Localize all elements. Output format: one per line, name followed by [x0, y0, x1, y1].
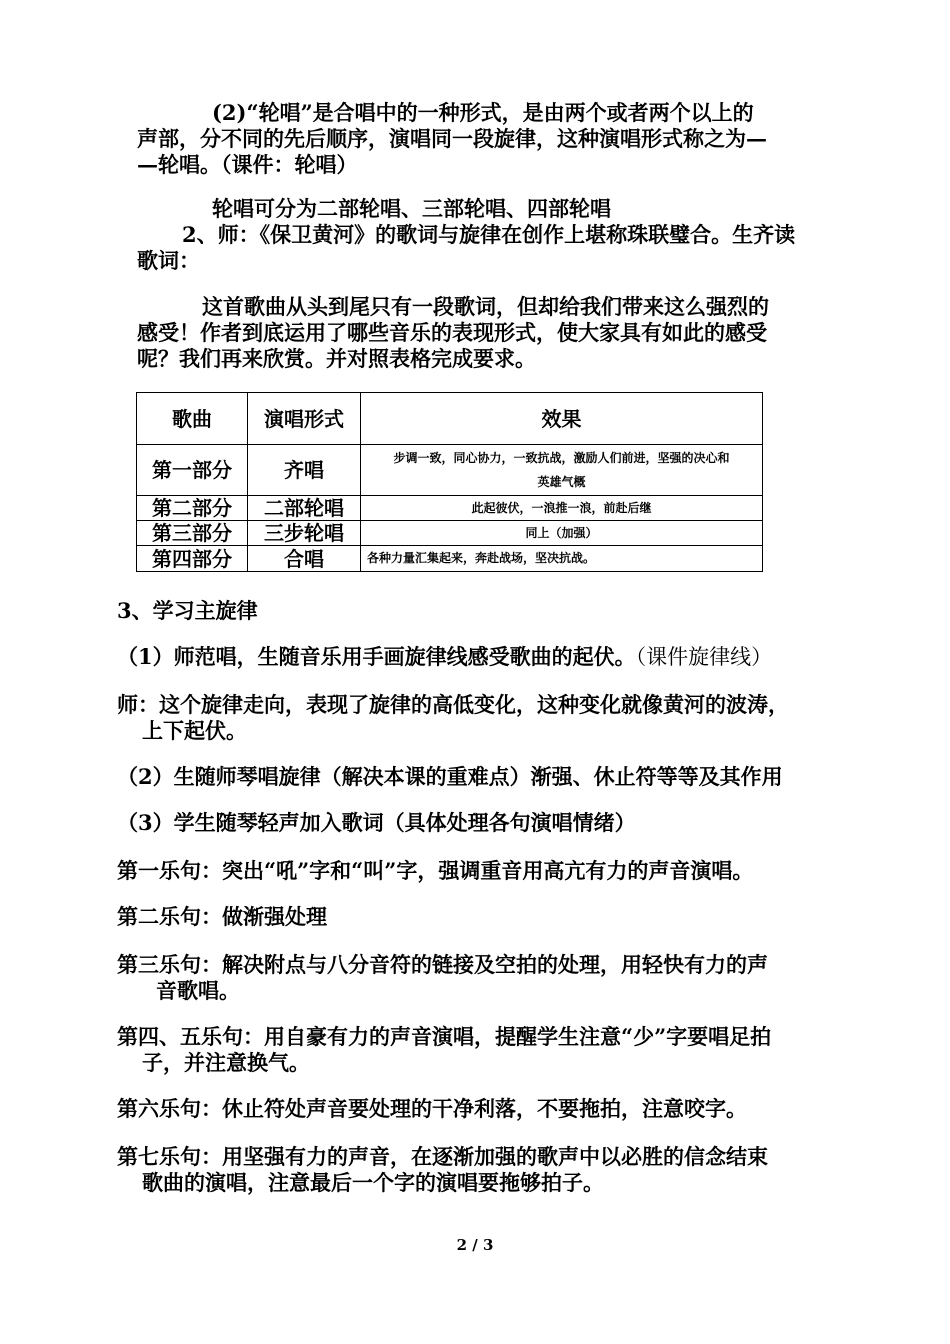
table-cell-effect: 此起彼伏，一浪推一浪，前赴后继 [361, 496, 763, 521]
paragraph-line: —轮唱。（课件：轮唱） [137, 152, 358, 177]
paragraph-line: (2)“轮唱”是合唱中的一种形式，是由两个或者两个以上的 [212, 100, 754, 125]
table-cell-form: 合唱 [248, 546, 361, 572]
table-header-row [137, 393, 763, 445]
table-cell-effect: 同上（加强） [361, 521, 763, 546]
paragraph-line: 这首歌曲从头到尾只有一段歌词，但却给我们带来这么强烈的 [202, 294, 769, 319]
paragraph-line: 歌词： [137, 248, 200, 273]
paragraph-line: 感受！作者到底运用了哪些音乐的表现形式，使大家具有如此的感受 [137, 320, 767, 345]
paragraph-line: 第三乐句：解决附点与八分音符的链接及空拍的处理，用轻快有力的声 [117, 952, 768, 977]
paragraph-line: （3）学生随琴轻声加入歌词（具体处理各句演唱情绪） [117, 810, 636, 835]
table-cell-form: 三步轮唱 [248, 521, 361, 546]
table-row [137, 445, 763, 496]
paragraph-line: 子，并注意换气。 [142, 1050, 310, 1075]
table-header-cell: 演唱形式 [248, 393, 361, 445]
paragraph-line: 师：这个旋律走向，表现了旋律的高低变化，这种变化就像黄河的波涛， [117, 692, 789, 717]
table-cell-song: 第二部分 [137, 496, 248, 521]
paragraph-line: 声部，分不同的先后顺序，演唱同一段旋律，这种演唱形式称之为— [137, 126, 767, 151]
paragraph-line: 呢？我们再来欣赏。并对照表格完成要求。 [137, 346, 536, 371]
table-cell-effect: 各种力量汇集起来，奔赴战场，坚决抗战。 [361, 546, 763, 572]
table-cell-effect [361, 445, 763, 496]
table-header-cell: 歌曲 [137, 393, 248, 445]
table-row [137, 521, 763, 546]
table-row [137, 496, 763, 521]
paragraph-line: 第六乐句：休止符处声音要处理的干净利落，不要拖拍，注意咬字。 [117, 1096, 747, 1121]
paragraph-line: 第一乐句：突出“吼”字和“叫”字，强调重音用高亢有力的声音演唱。 [117, 858, 754, 883]
effects-table [136, 392, 763, 572]
effect-line: 英雄气概 [537, 475, 586, 489]
effect-line: 步调一致，同心协力，一致抗战，激励人们前进，坚强的决心和 [393, 451, 730, 465]
section-heading: 3、学习主旋律 [117, 598, 258, 623]
table-cell-song: 第四部分 [137, 546, 248, 572]
paragraph-line: 2、师：《保卫黄河》的歌词与旋律在创作上堪称珠联璧合。生齐读 [182, 222, 796, 247]
paragraph-line: 轮唱可分为二部轮唱、三部轮唱、四部轮唱 [212, 196, 611, 221]
table-cell-song: 第三部分 [137, 521, 248, 546]
table-cell-form: 二部轮唱 [248, 496, 361, 521]
paragraph-line: 第七乐句：用坚强有力的声音，在逐渐加强的歌声中以必胜的信念结束 [117, 1144, 768, 1169]
text-main: （1）师范唱，生随音乐用手画旋律线感受歌曲的起伏。 [117, 644, 636, 669]
paragraph-line: 歌曲的演唱，注意最后一个字的演唱要拖够拍子。 [142, 1170, 604, 1195]
paragraph-line: 第四、五乐句：用自豪有力的声音演唱，提醒学生注意“少”字要唱足拍 [117, 1024, 772, 1049]
paragraph-line [117, 644, 772, 670]
paragraph-line: 第二乐句：做渐强处理 [117, 904, 327, 929]
text-note: （课件旋律线） [635, 645, 773, 669]
paragraph-line: （2）生随师琴唱旋律（解决本课的重难点）渐强、休止符等等及其作用 [117, 764, 783, 789]
table-cell-song: 第一部分 [137, 445, 248, 496]
paragraph-line: 上下起伏。 [142, 718, 247, 743]
table-row [137, 546, 763, 572]
page-number: 2 / 3 [456, 1236, 494, 1254]
table-cell-form: 齐唱 [248, 445, 361, 496]
paragraph-line: 音歌唱。 [156, 978, 240, 1003]
table-header-cell: 效果 [361, 393, 763, 445]
